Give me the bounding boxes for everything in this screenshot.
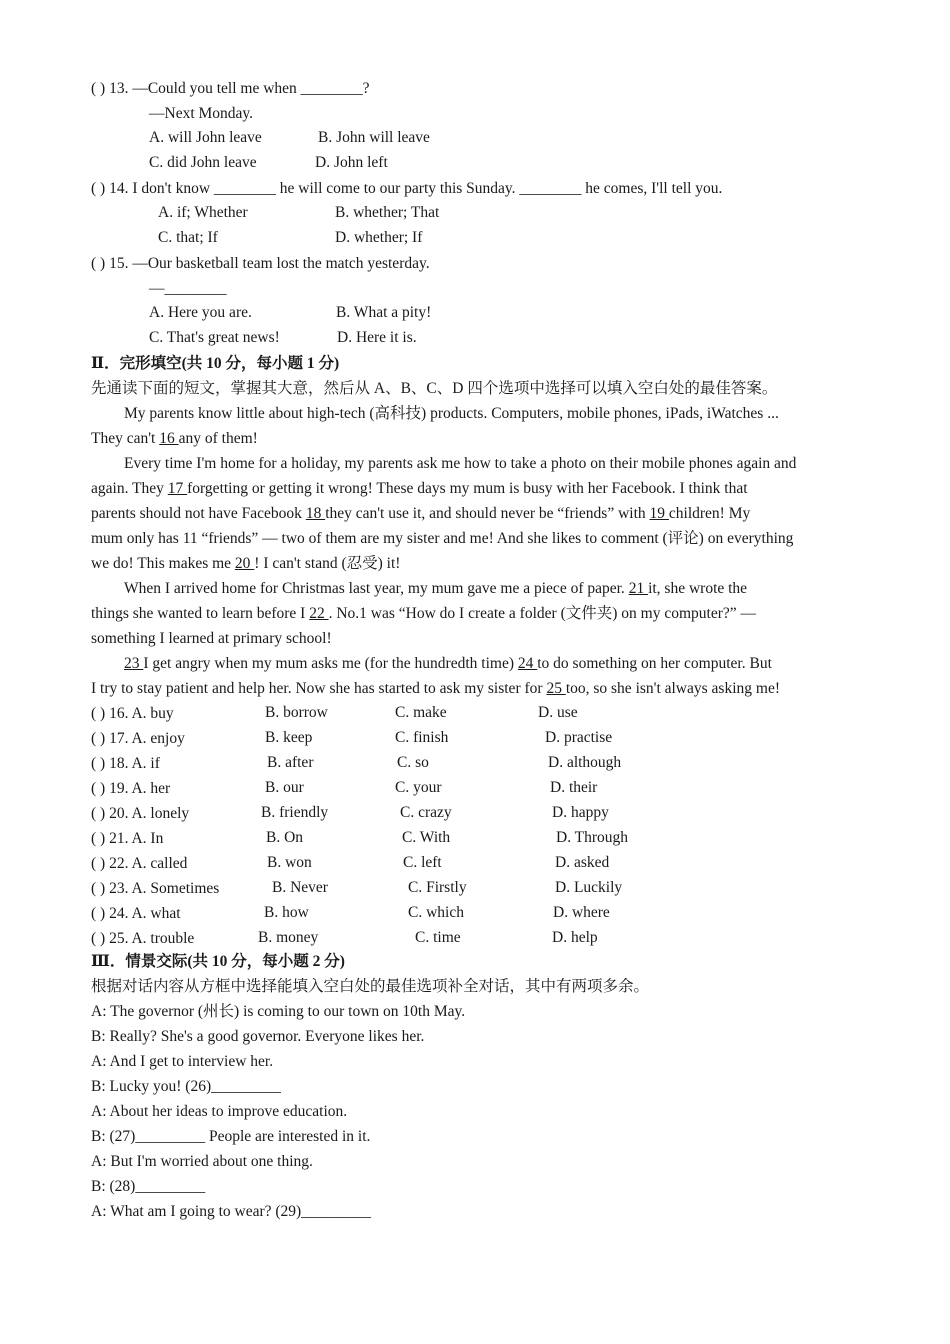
cloze-option-row-23: ( ) 23. A. Sometimes (91, 880, 220, 897)
passage-p3-line2: things she wanted to learn before I 22 . No.1 was “How do I create a folder (文件夹) on my computer?” — (91, 605, 756, 622)
question-13-option-d: D. John left (315, 154, 388, 171)
passage-p2-line1: Every time I'm home for a holiday, my parents ask me how to take a photo on their mobile phones again and (124, 455, 797, 472)
cloze-17-d: D. practise (545, 729, 613, 746)
passage-p2-line4: mum only has 11 “friends” — two of them are my sister and me! And she likes to comment (评论) on everything (91, 530, 794, 547)
dialogue-line: A: The governor (州长) is coming to our town on 10th May. (91, 1003, 466, 1020)
cloze-22-d: D. asked (555, 854, 610, 871)
section-2-title: Ⅱ．完形填空(共 10 分，每小题 1 分) (91, 355, 340, 372)
blank-17: 17 (167, 480, 188, 497)
cloze-18-d: D. although (548, 754, 622, 771)
question-13-stem: ( ) 13. —Could you tell me when ________? (91, 80, 370, 97)
cloze-option-row-22: ( ) 22. A. called (91, 855, 188, 872)
cloze-option-row-20: ( ) 20. A. lonely (91, 805, 190, 822)
cloze-option-row-24: ( ) 24. A. what (91, 905, 181, 922)
cloze-23-c: C. Firstly (408, 879, 467, 896)
dialogue-line: A: But I'm worried about one thing. (91, 1153, 313, 1170)
question-13-option-a: A. will John leave (149, 129, 262, 146)
passage-p4-line2: I try to stay patient and help her. Now she has started to ask my sister for 25 too, so she isn't always asking me! (91, 680, 780, 697)
question-15-option-d: D. Here it is. (337, 329, 417, 346)
passage-p3-line1: When I arrived home for Christmas last year, my mum gave me a piece of paper. 21 it, she wrote the (124, 580, 748, 597)
cloze-22-b: B. won (267, 854, 312, 871)
passage-p2-line5: we do! This makes me 20 ! I can't stand (忍受) it! (91, 555, 401, 572)
cloze-16-c: C. make (395, 704, 447, 721)
dialogue-line: B: (28)_________ (91, 1178, 206, 1195)
cloze-19-d: D. their (550, 779, 598, 796)
blank-22: 22 (309, 605, 329, 622)
cloze-18-b: B. after (267, 754, 314, 771)
question-15-stem: ( ) 15. —Our basketball team lost the match yesterday. (91, 255, 430, 272)
cloze-17-b: B. keep (265, 729, 313, 746)
question-14-stem: ( ) 14. I don't know ________ he will come to our party this Sunday. ________ he comes, I'll tell you. (91, 180, 723, 197)
cloze-16-d: D. use (538, 704, 578, 721)
blank-16: 16 (159, 430, 179, 447)
question-15-option-a: A. Here you are. (149, 304, 252, 321)
passage-p1-line1: My parents know little about high-tech (高科技) products. Computers, mobile phones, iPads, iWatches ... (124, 405, 779, 422)
cloze-24-d: D. where (553, 904, 610, 921)
cloze-option-row-17: ( ) 17. A. enjoy (91, 730, 185, 747)
cloze-option-row-18: ( ) 18. A. if (91, 755, 160, 772)
passage-p2-line3: parents should not have Facebook 18 they can't use it, and should never be “friends” with 19 children! My (91, 505, 751, 522)
question-14-option-d: D. whether; If (335, 229, 423, 246)
blank-18: 18 (305, 505, 326, 522)
blank-23: 23 (124, 655, 144, 672)
blank-19: 19 (649, 505, 669, 522)
dialogue-line: A: And I get to interview her. (91, 1053, 274, 1070)
cloze-23-d: D. Luckily (555, 879, 623, 896)
passage-p2-line2: again. They 17 forgetting or getting it wrong! These days my mum is busy with her Facebook. I think that (91, 480, 748, 497)
cloze-16-b: B. borrow (265, 704, 328, 721)
question-14-option-a: A. if; Whether (158, 204, 248, 221)
cloze-option-row-16: ( ) 16. A. buy (91, 705, 174, 722)
cloze-option-row-25: ( ) 25. A. trouble (91, 930, 195, 947)
cloze-option-row-21: ( ) 21. A. In (91, 830, 164, 847)
cloze-21-d: D. Through (556, 829, 629, 846)
cloze-21-c: C. With (402, 829, 451, 846)
section-3-instruction: 根据对话内容从方框中选择能填入空白处的最佳选项补全对话，其中有两项多余。 (91, 978, 650, 995)
blank-25: 25 (546, 680, 566, 697)
dialogue-line: B: Really? She's a good governor. Everyone likes her. (91, 1028, 425, 1045)
question-13-reply: —Next Monday. (149, 105, 254, 122)
cloze-25-c: C. time (415, 929, 461, 946)
cloze-22-c: C. left (403, 854, 442, 871)
section-2-instruction: 先通读下面的短文，掌握其大意，然后从 A、B、C、D 四个选项中选择可以填入空白处的最佳答案。 (91, 380, 778, 397)
cloze-24-c: C. which (408, 904, 464, 921)
question-15-option-b: B. What a pity! (336, 304, 432, 321)
cloze-17-c: C. finish (395, 729, 449, 746)
question-13-option-b: B. John will leave (318, 129, 430, 146)
cloze-24-b: B. how (264, 904, 309, 921)
cloze-18-c: C. so (397, 754, 429, 771)
cloze-25-d: D. help (552, 929, 598, 946)
question-15-reply: —________ (149, 280, 227, 297)
question-14-option-b: B. whether; That (335, 204, 440, 221)
dialogue-line: A: What am I going to wear? (29)_________ (91, 1203, 371, 1220)
passage-p3-line3: something I learned at primary school! (91, 630, 332, 647)
section-3-title: Ⅲ．情景交际(共 10 分，每小题 2 分) (91, 953, 345, 970)
cloze-19-c: C. your (395, 779, 442, 796)
passage-p1-line2: They can't 16 any of them! (91, 430, 258, 447)
cloze-23-b: B. Never (272, 879, 328, 896)
passage-p4-line1: 23 I get angry when my mum asks me (for the hundredth time) 24 to do something on her computer. But (124, 655, 772, 672)
dialogue-line: A: About her ideas to improve education. (91, 1103, 348, 1120)
cloze-20-d: D. happy (552, 804, 609, 821)
question-15-option-c: C. That's great news! (149, 329, 280, 346)
blank-21: 21 (628, 580, 649, 597)
blank-24: 24 (517, 655, 538, 672)
question-14-option-c: C. that; If (158, 229, 218, 246)
question-13-option-c: C. did John leave (149, 154, 257, 171)
dialogue-line: B: (27)_________ People are interested in it. (91, 1128, 371, 1145)
blank-20: 20 (234, 555, 255, 572)
cloze-21-b: B. On (266, 829, 304, 846)
cloze-19-b: B. our (265, 779, 304, 796)
cloze-option-row-19: ( ) 19. A. her (91, 780, 171, 797)
dialogue-line: B: Lucky you! (26)_________ (91, 1078, 281, 1095)
cloze-20-b: B. friendly (261, 804, 329, 821)
cloze-25-b: B. money (258, 929, 319, 946)
cloze-20-c: C. crazy (400, 804, 452, 821)
